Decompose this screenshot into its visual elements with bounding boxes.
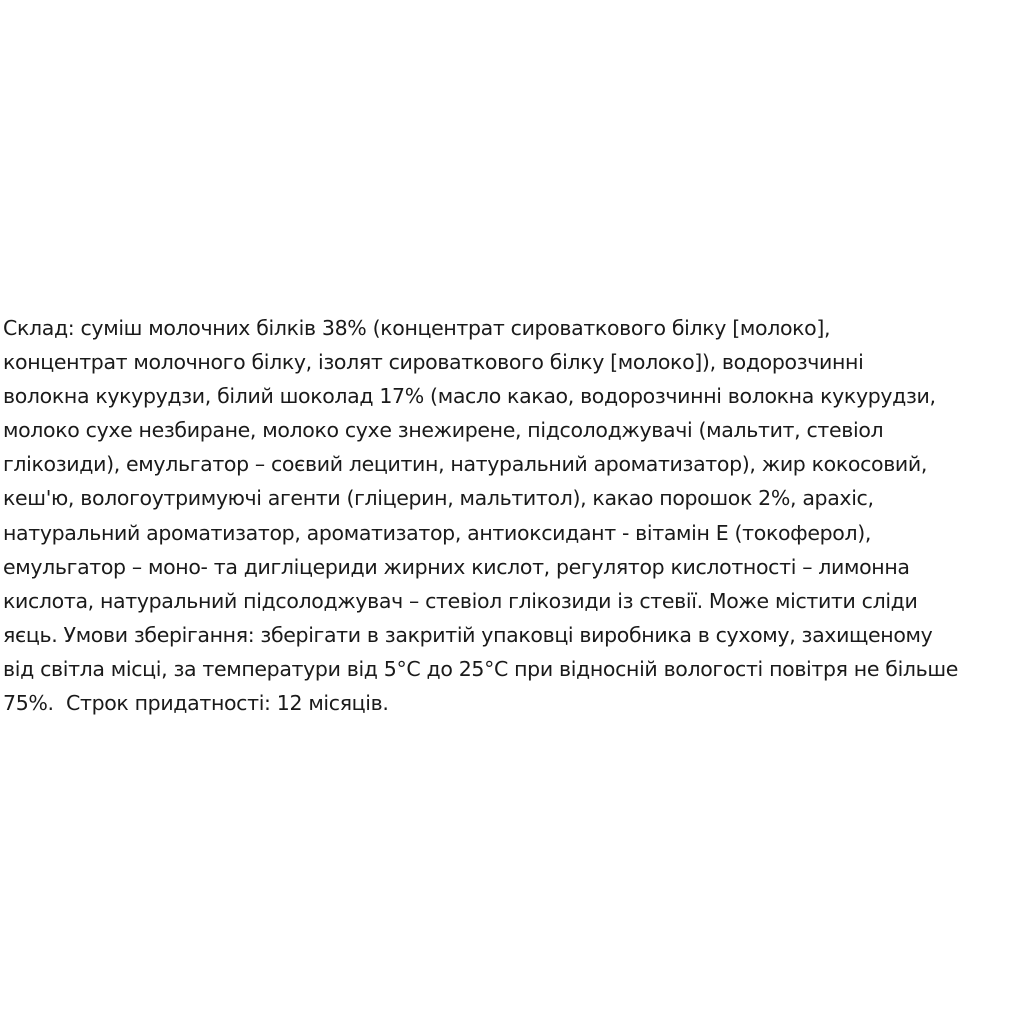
ingredients-and-storage-text	[3, 311, 1024, 720]
text-line: натуральний ароматизатор, ароматизатор, антиоксидант - вітамін Е (токоферол),	[3, 520, 872, 545]
text-line: кислота, натуральний підсолоджувач – стевіол глікозиди із стевії. Може містити сліди	[3, 588, 918, 613]
text-line: кеш'ю, вологоутримуючі агенти (гліцерин, мальтитол), какао порошок 2%, арахіс,	[3, 486, 874, 511]
text-line: концентрат молочного білку, ізолят сироваткового білку [молоко]), водорозчинні	[3, 350, 864, 375]
text-line: від світла місці, за температури від 5°С до 25°С при відносній вологості повітря не більше	[3, 656, 959, 681]
text-line: волокна кукурудзи, білий шоколад 17% (масло какао, водорозчинні волокна кукурудзи,	[3, 384, 936, 409]
text-line: емульгатор – моно- та дигліцериди жирних кислот, регулятор кислотності – лимонна	[3, 554, 910, 579]
text-line: глікозиди), емульгатор – соєвий лецитин, натуральний ароматизатор), жир кокосовий,	[3, 452, 928, 477]
text-line: Склад: суміш молочних білків 38% (концентрат сироваткового білку [молоко],	[3, 316, 831, 340]
text-line: молоко сухе незбиране, молоко сухе знежирене, підсолоджувачі (мальтит, стевіол	[3, 418, 884, 443]
text-line: яєць. Умови зберігання: зберігати в закритій упаковці виробника в сухому, захищеному	[3, 622, 933, 647]
text-line: 75%. Строк придатності: 12 місяців.	[3, 691, 389, 716]
